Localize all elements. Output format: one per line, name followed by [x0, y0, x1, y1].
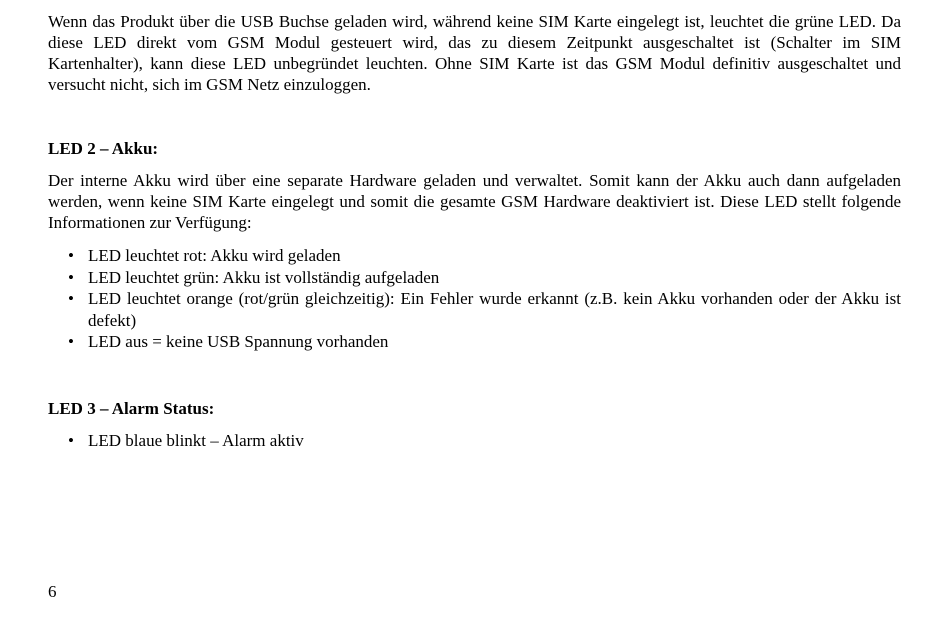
- bullet-icon: •: [68, 430, 74, 450]
- intro-paragraph: Wenn das Produkt über die USB Buchse geladen wird, während keine SIM Karte eingelegt ist, leuchtet die grüne LED. Da diese LED direkt vom GSM Modul gesteuert wird, das zu diesem Zeitpunkt ausgeschaltet ist (Schalter im SIM Kartenhalter), kann diese LED unbegründet leuchten. Ohne SIM Karte ist das GSM Modul definitiv ausgeschaltet und versucht nicht, sich im GSM Netz einzuloggen.: [48, 12, 901, 94]
- list-item: [48, 331, 901, 353]
- bullet-icon: •: [68, 267, 74, 287]
- led2-paragraph: Der interne Akku wird über eine separate Hardware geladen und verwaltet. Somit kann der Akku auch dann aufgeladen werden, wenn keine SIM Karte eingelegt und somit die gesamte GSM Hardware deaktiviert ist. Diese LED stellt folgende Informationen zur Verfügung:: [48, 171, 901, 232]
- list-item: [48, 430, 901, 452]
- led2-bullet-list: [48, 245, 901, 353]
- list-item-text: LED leuchtet grün: Akku ist vollständig aufgeladen: [88, 267, 440, 287]
- page-number: 6: [48, 582, 57, 601]
- bullet-icon: •: [68, 289, 74, 308]
- led3-heading: LED 3 – Alarm Status:: [48, 398, 215, 418]
- list-item-text: LED leuchtet rot: Akku wird geladen: [88, 246, 341, 265]
- list-item-text: LED leuchtet orange (rot/grün gleichzeitig): Ein Fehler wurde erkannt (z.B. kein Akku vorhanden oder der Akku ist defekt): [88, 289, 901, 330]
- list-item-text: LED blaue blinkt – Alarm aktiv: [88, 430, 304, 450]
- led2-heading: LED 2 – Akku:: [48, 139, 159, 158]
- list-item: [48, 267, 901, 289]
- document-page: [48, 11, 901, 451]
- bullet-icon: •: [68, 332, 74, 351]
- list-item: [48, 245, 901, 267]
- led3-bullet-list: [48, 430, 901, 452]
- bullet-icon: •: [68, 246, 74, 265]
- list-item: [48, 288, 901, 331]
- list-item-text: LED aus = keine USB Spannung vorhanden: [88, 332, 389, 351]
